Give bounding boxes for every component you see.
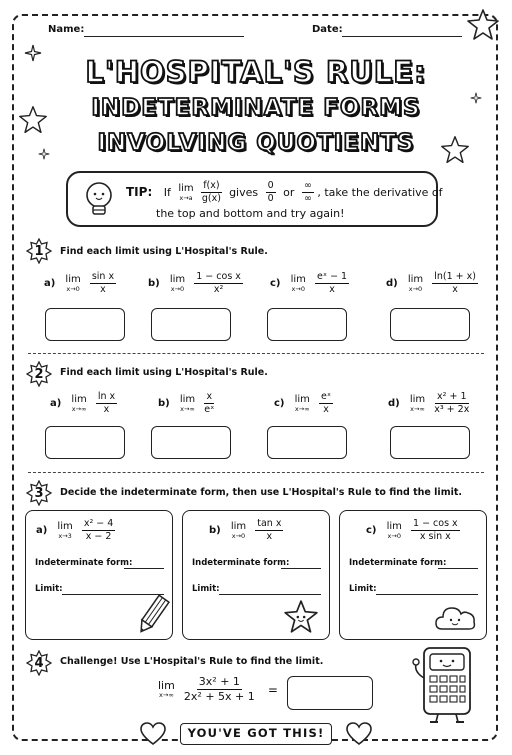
answer-box-2b[interactable] [151,426,231,459]
indeterminate-form-label: Indeterminate form: [349,558,447,568]
section-4-number: 4 [28,652,50,674]
star-icon [283,599,319,635]
indeterminate-form-field[interactable] [438,568,478,569]
section-3-title: Decide the indeterminate form, then use L'Hospital's Rule to find the limit. [60,487,462,498]
title-line-1: L'HOSPITAL'S RULE: [85,55,427,89]
section-divider [28,353,484,354]
problem-2a: a) lim x→∞ $\frac{\text{ln x}}{x}$ [50,391,116,416]
heart-icon [346,722,372,746]
title-line-2: INDETERMINATE FORMS [91,95,421,121]
tip-box [66,171,443,227]
problem-2d: d) lim x→∞ $\frac{\text{x² + 1}}{\text{x³ + 2x}}$ [388,391,470,416]
tip-label: TIP: [126,184,153,199]
tip-if: If [163,185,171,199]
section-1-title: Find each limit using L'Hospital's Rule. [60,246,268,257]
section-3-number: 3 [28,482,50,504]
limit-field[interactable] [219,594,321,595]
limit-field[interactable] [376,594,478,595]
tip-form-infinity: $\frac{\infty}{\infty}$ [303,180,312,205]
answer-box-1d[interactable] [390,308,470,341]
pencil-icon [132,593,172,639]
problem-2b: b) lim x→∞ $\frac{x}{\text{eˣ}}$ [158,391,215,416]
heart-icon [140,722,166,746]
limit-label: Limit: [192,584,220,594]
problem-2c: c) lim x→∞ $\frac{\text{eˣ}}{x}$ [274,391,332,416]
limit-label: Limit: [35,584,63,594]
tip-text-line2: the top and bottom and try again! [156,207,345,220]
section-divider [28,472,484,473]
problem-3b: b) lim x→0 $\frac{\text{tan x}}{x}$ [209,518,282,543]
problem-1a: a) lim x→0 $\frac{\text{sin x}}{x}$ [44,271,115,296]
indeterminate-form-label: Indeterminate form: [35,558,133,568]
tip-text-end: , take the derivative of [317,185,443,199]
indeterminate-form-field[interactable] [124,568,164,569]
answer-box-2c[interactable] [267,426,347,459]
lightbulb-icon [82,180,116,220]
answer-box-2a[interactable] [45,426,125,459]
problem-3c: c) lim x→0 $\frac{\text{1 − cos x}}{\text{x sin x}}$ [366,518,458,543]
problem-3a: a) lim x→3 $\frac{\text{x² − 4}}{x - 2}$ [36,518,114,543]
answer-box-1b[interactable] [151,308,231,341]
cloud-icon [434,603,478,633]
problem-card-3a [25,510,173,640]
section-2-title: Find each limit using L'Hospital's Rule. [60,367,268,378]
answer-box-1a[interactable] [45,308,125,341]
section-4-title: Challenge! Use L'Hospital's Rule to find the limit. [60,656,324,667]
problem-1b: b) lim x→0 $\frac{\text{1 − cos x}}{\text{x²}}$ [148,271,241,296]
tip-limit: lim x→a [178,183,194,203]
section-1-number: 1 [28,240,50,262]
answer-box-1c[interactable] [267,308,347,341]
date-field[interactable] [342,36,462,37]
limit-label: Limit: [349,584,377,594]
challenge-answer-box[interactable] [287,676,373,710]
problem-card-3c [339,510,487,640]
problem-card-3b [182,510,330,640]
star-icon [466,8,500,42]
section-2-number: 2 [28,363,50,385]
answer-box-2d[interactable] [390,426,470,459]
tip-gives: gives [229,185,259,199]
title-line-3: INVOLVING QUOTIENTS [97,130,415,156]
calculator-icon [410,644,482,726]
tip-fraction: $\frac{f(x)}{g(x)}$ [201,180,221,205]
tip-form-zero: $\frac{0}{0}$ [267,180,274,205]
date-label: Date: [312,24,343,35]
challenge-problem: lim x→∞ $\frac{\text{3x² + 1}}{\text{2x² + 5x + 1}}$ = [158,675,278,704]
name-label: Name: [48,24,85,35]
tip-or: or [283,185,295,199]
footer-banner: YOU'VE GOT THIS! [180,723,332,745]
indeterminate-form-label: Indeterminate form: [192,558,290,568]
problem-1d: d) lim x→0 $\frac{\ln(1 + x)}{x}$ [386,271,476,296]
problem-1c: c) lim x→0 $\frac{\text{eˣ − 1}}{x}$ [270,271,348,296]
indeterminate-form-field[interactable] [281,568,321,569]
name-field[interactable] [84,36,244,37]
